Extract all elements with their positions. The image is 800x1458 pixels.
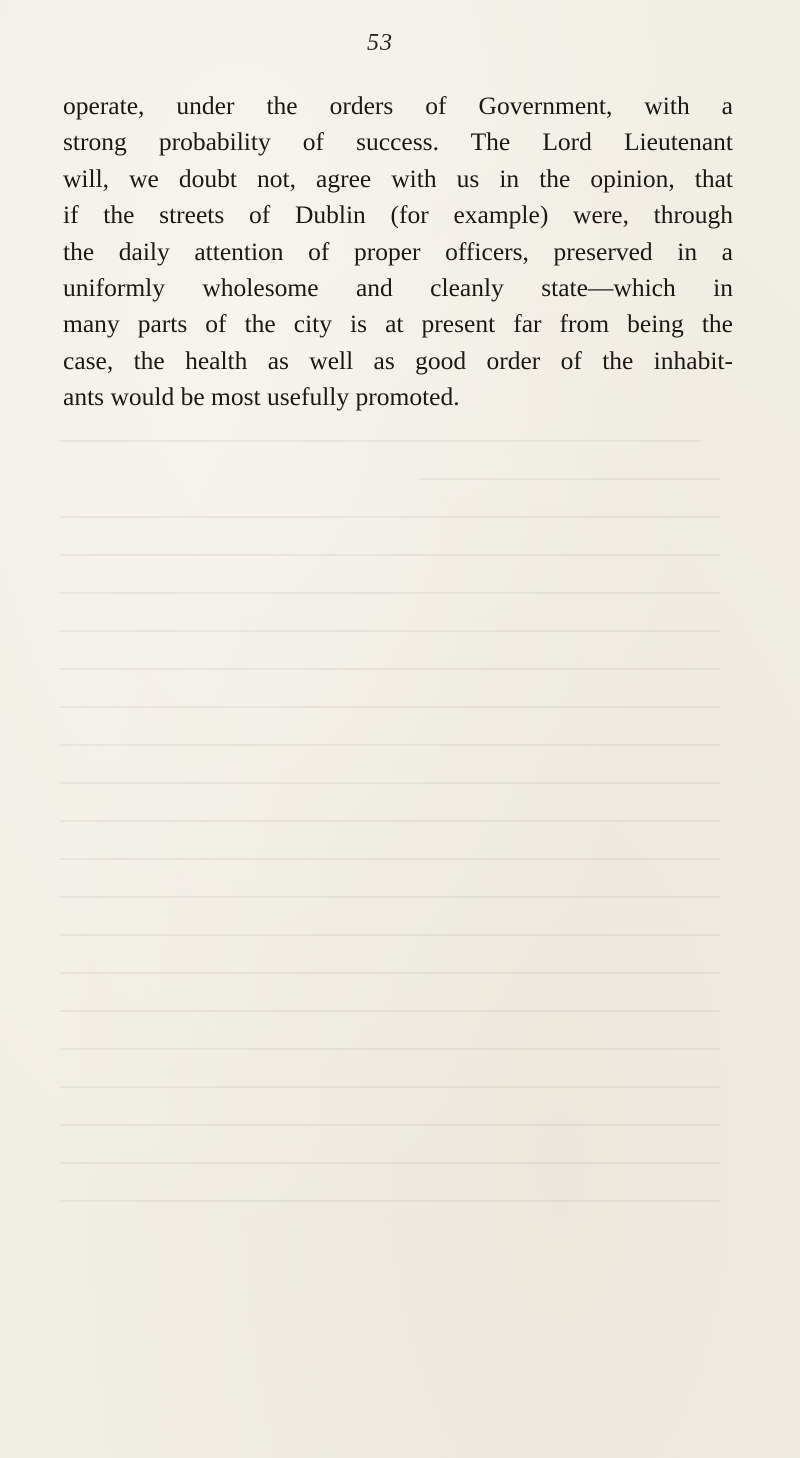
text-line: if the streets of Dublin (for example) were, through: [63, 200, 733, 230]
page-number: 53: [367, 30, 393, 56]
bleed-through-texture: [60, 440, 740, 1340]
paragraph: [63, 88, 733, 416]
text-line: operate, under the orders of Government, with a: [63, 91, 733, 120]
text-line: will, we doubt not, agree with us in the opinion, that: [63, 163, 733, 193]
text-line: many parts of the city is at present far from being the: [63, 309, 733, 339]
text-line: strong probability of success. The Lord Lieutenant: [63, 127, 733, 157]
text-line: the daily attention of proper officers, preserved in a: [63, 236, 733, 266]
text-line: uniformly wholesome and cleanly state—which in: [63, 273, 733, 303]
text-line: case, the health as well as good order of the inhabit-: [63, 345, 733, 375]
text-line: ants would be most usefully promoted.: [63, 382, 460, 412]
